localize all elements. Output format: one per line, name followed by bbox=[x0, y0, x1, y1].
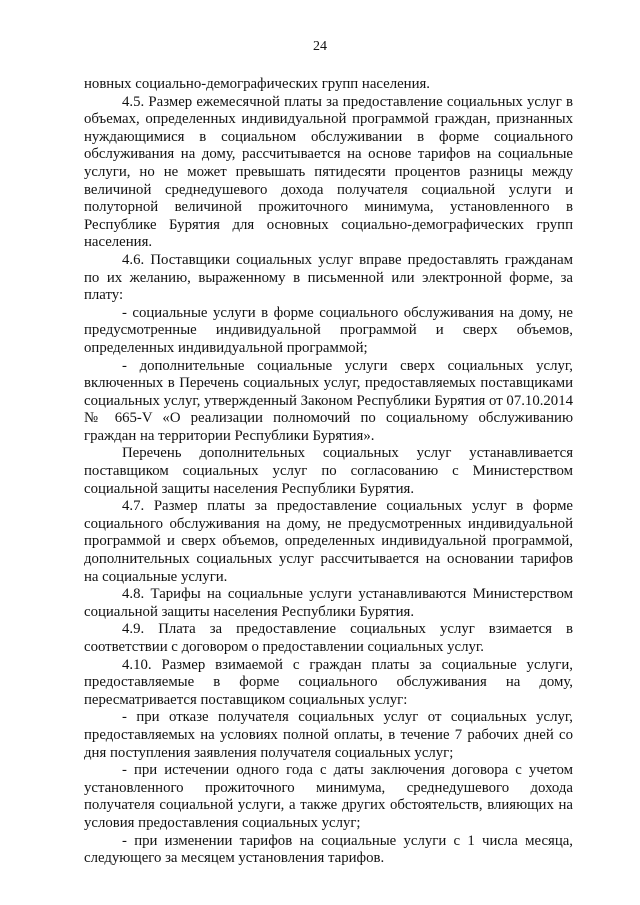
document-body bbox=[84, 76, 573, 868]
page-number: 24 bbox=[313, 39, 327, 54]
list-item-home-services: - социальные услуги в форме социального обслуживания на дому, не предусмотренные индивидуальной программой и сверх объемов, определенных индивидуальной программой; bbox=[84, 304, 573, 356]
paragraph-4-5: 4.5. Размер ежемесячной платы за предоставление социальных услуг в объемах, определенных индивидуальной программой граждан, признанных нуждающимися в социальном обслуживании в форме социального обслуживания на дому, рассчитывается на основе тарифов на социальные услуги, но не может превышать пятидесяти процентов разницы между величиной среднедушевого дохода получателя социальной услуги и полуторной величиной прожиточного минимума, установленного в Республике Бурятия для основных социально-демографических групп населения. bbox=[84, 93, 573, 251]
list-item-refusal: - при отказе получателя социальных услуг от социальных услуг, предоставляемых на условиях полной оплаты, в течение 7 рабочих дней со дня поступления заявления получателя социальных услуг; bbox=[84, 709, 573, 761]
paragraph-additional-list: Перечень дополнительных социальных услуг устанавливается поставщиком социальных услуг по согласованию с Министерством социальной защиты населения Республики Бурятия. bbox=[84, 445, 573, 497]
list-item-additional-services: - дополнительные социальные услуги сверх социальных услуг, включенных в Перечень социальных услуг, предоставляемых поставщиками социальных услуг, утвержденный Законом Республики Бурятия от 07.10.2014 № 665-V «О реализации полномочий по социальному обслуживанию граждан на территории Республики Бурятия». bbox=[84, 357, 574, 444]
list-item-tariff-change: - при изменении тарифов на социальные услуги с 1 числа месяца, следующего за месяцем установления тарифов. bbox=[84, 832, 573, 867]
paragraph-4-6: 4.6. Поставщики социальных услуг вправе предоставлять гражданам по их желанию, выраженному в письменной или электронной форме, за плату: bbox=[84, 251, 573, 304]
paragraph-4-7: 4.7. Размер платы за предоставление социальных услуг в форме социального обслуживания на дому, не предусмотренных индивидуальной программой и сверх объемов, определенных индивидуальной программой, дополнительных социальных услуг рассчитывается на основании тарифов на социальные услуги. bbox=[84, 498, 573, 585]
list-item-one-year: - при истечении одного года с даты заключения договора с учетом установленного прожиточного минимума, среднедушевого дохода получателя социальной услуги, а также других обстоятельств, влияющих на условия предоставления социальных услуг; bbox=[84, 762, 573, 831]
paragraph-4-9: 4.9. Плата за предоставление социальных услуг взимается в соответствии с договором о предоставлении социальных услуг. bbox=[84, 621, 573, 655]
paragraph-4-8: 4.8. Тарифы на социальные услуги устанавливаются Министерством социальной защиты населения Республики Бурятия. bbox=[84, 586, 573, 620]
paragraph-4-10: 4.10. Размер взимаемой с граждан платы за социальные услуги, предоставляемые в форме социального обслуживания на дому, пересматривается поставщиком социальных услуг: bbox=[84, 656, 573, 708]
paragraph-continuation: новных социально-демографических групп населения. bbox=[84, 76, 430, 92]
